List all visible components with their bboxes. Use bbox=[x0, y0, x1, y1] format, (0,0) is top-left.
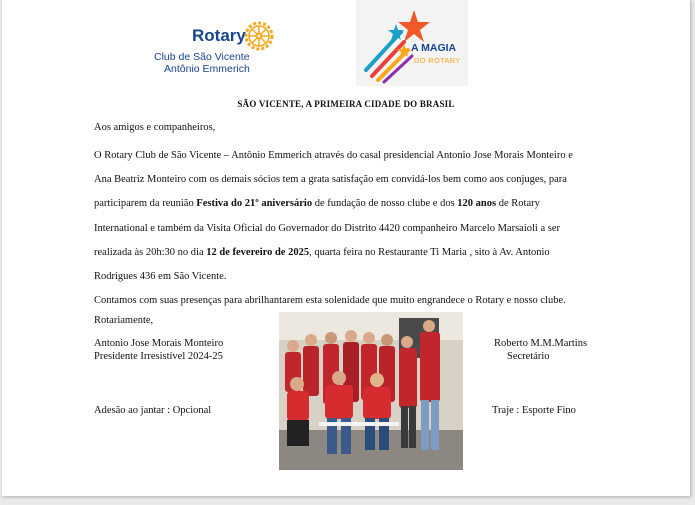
body-line-2: Ana Beatriz Monteiro com os demais sócios tem a grata satisfação em convidá-los bem como aos conjuges, para bbox=[94, 174, 567, 186]
president-title: Presidente Irresistível 2024-25 bbox=[94, 351, 223, 362]
dress-code: Traje : Esporte Fino bbox=[492, 405, 576, 416]
group-photo bbox=[279, 312, 463, 470]
group-photo-illustration bbox=[279, 312, 463, 470]
secretary-name: Roberto M.M.Martins bbox=[494, 338, 588, 349]
body-text: , quarta feira no Restaurante Ti Maria , sito à Av. Antonio bbox=[309, 246, 550, 258]
rotary-club-subname: Antônio Emmerich bbox=[164, 63, 250, 75]
event-date: 12 de fevereiro de 2025 bbox=[206, 246, 310, 258]
body-line-4: International e também da Visita Oficial do Governador do Distrito 4420 companheiro Marcelo Marsaioli a ser bbox=[94, 222, 560, 234]
invitation-page bbox=[2, 0, 690, 496]
dinner-note: Adesão ao jantar : Opcional bbox=[94, 405, 212, 416]
rotary-club-name: Club de São Vicente bbox=[154, 51, 250, 63]
rotary-club-logo bbox=[150, 16, 280, 78]
body-line-6: Rodrigues 436 em São Vicente. bbox=[94, 271, 227, 283]
rotary-wordmark: Rotary bbox=[192, 26, 246, 45]
body-line-3 bbox=[94, 192, 654, 216]
rotary-wheel-icon bbox=[243, 20, 275, 52]
body-text: de fundação de nosso clube e dos bbox=[312, 198, 458, 210]
anniversary-years: 120 anos bbox=[457, 198, 497, 210]
greeting: Aos amigos e companheiros, bbox=[94, 122, 216, 133]
body-text: de Rotary bbox=[496, 198, 540, 210]
body-text: participarem da reunião bbox=[94, 198, 197, 210]
magia-title: A MAGIA bbox=[411, 42, 457, 54]
body-text: realizada às 20h:30 no dia bbox=[94, 246, 207, 258]
secretary-title: Secretário bbox=[507, 351, 550, 362]
invitation-body bbox=[94, 144, 654, 313]
body-line-5 bbox=[94, 241, 654, 265]
magia-do-rotary-logo bbox=[356, 0, 468, 86]
headline: SÃO VICENTE, A PRIMEIRA CIDADE DO BRASIL bbox=[237, 99, 455, 109]
body-line-7: Contamos com suas presenças para abrilhantarem esta solenidade que muito engrandece o Rotary e nosso clube. bbox=[94, 295, 566, 307]
event-name: Festiva do 21º aniversário bbox=[196, 198, 313, 210]
president-name: Antonio Jose Morais Monteiro bbox=[94, 338, 224, 349]
body-line-1: O Rotary Club de São Vicente – Antônio Emmerich através do casal presidencial Antonio Jose Morais Monteiro e bbox=[94, 150, 573, 161]
closing: Rotariamente, bbox=[94, 315, 154, 326]
magia-subtitle: DO ROTARY bbox=[414, 56, 461, 65]
